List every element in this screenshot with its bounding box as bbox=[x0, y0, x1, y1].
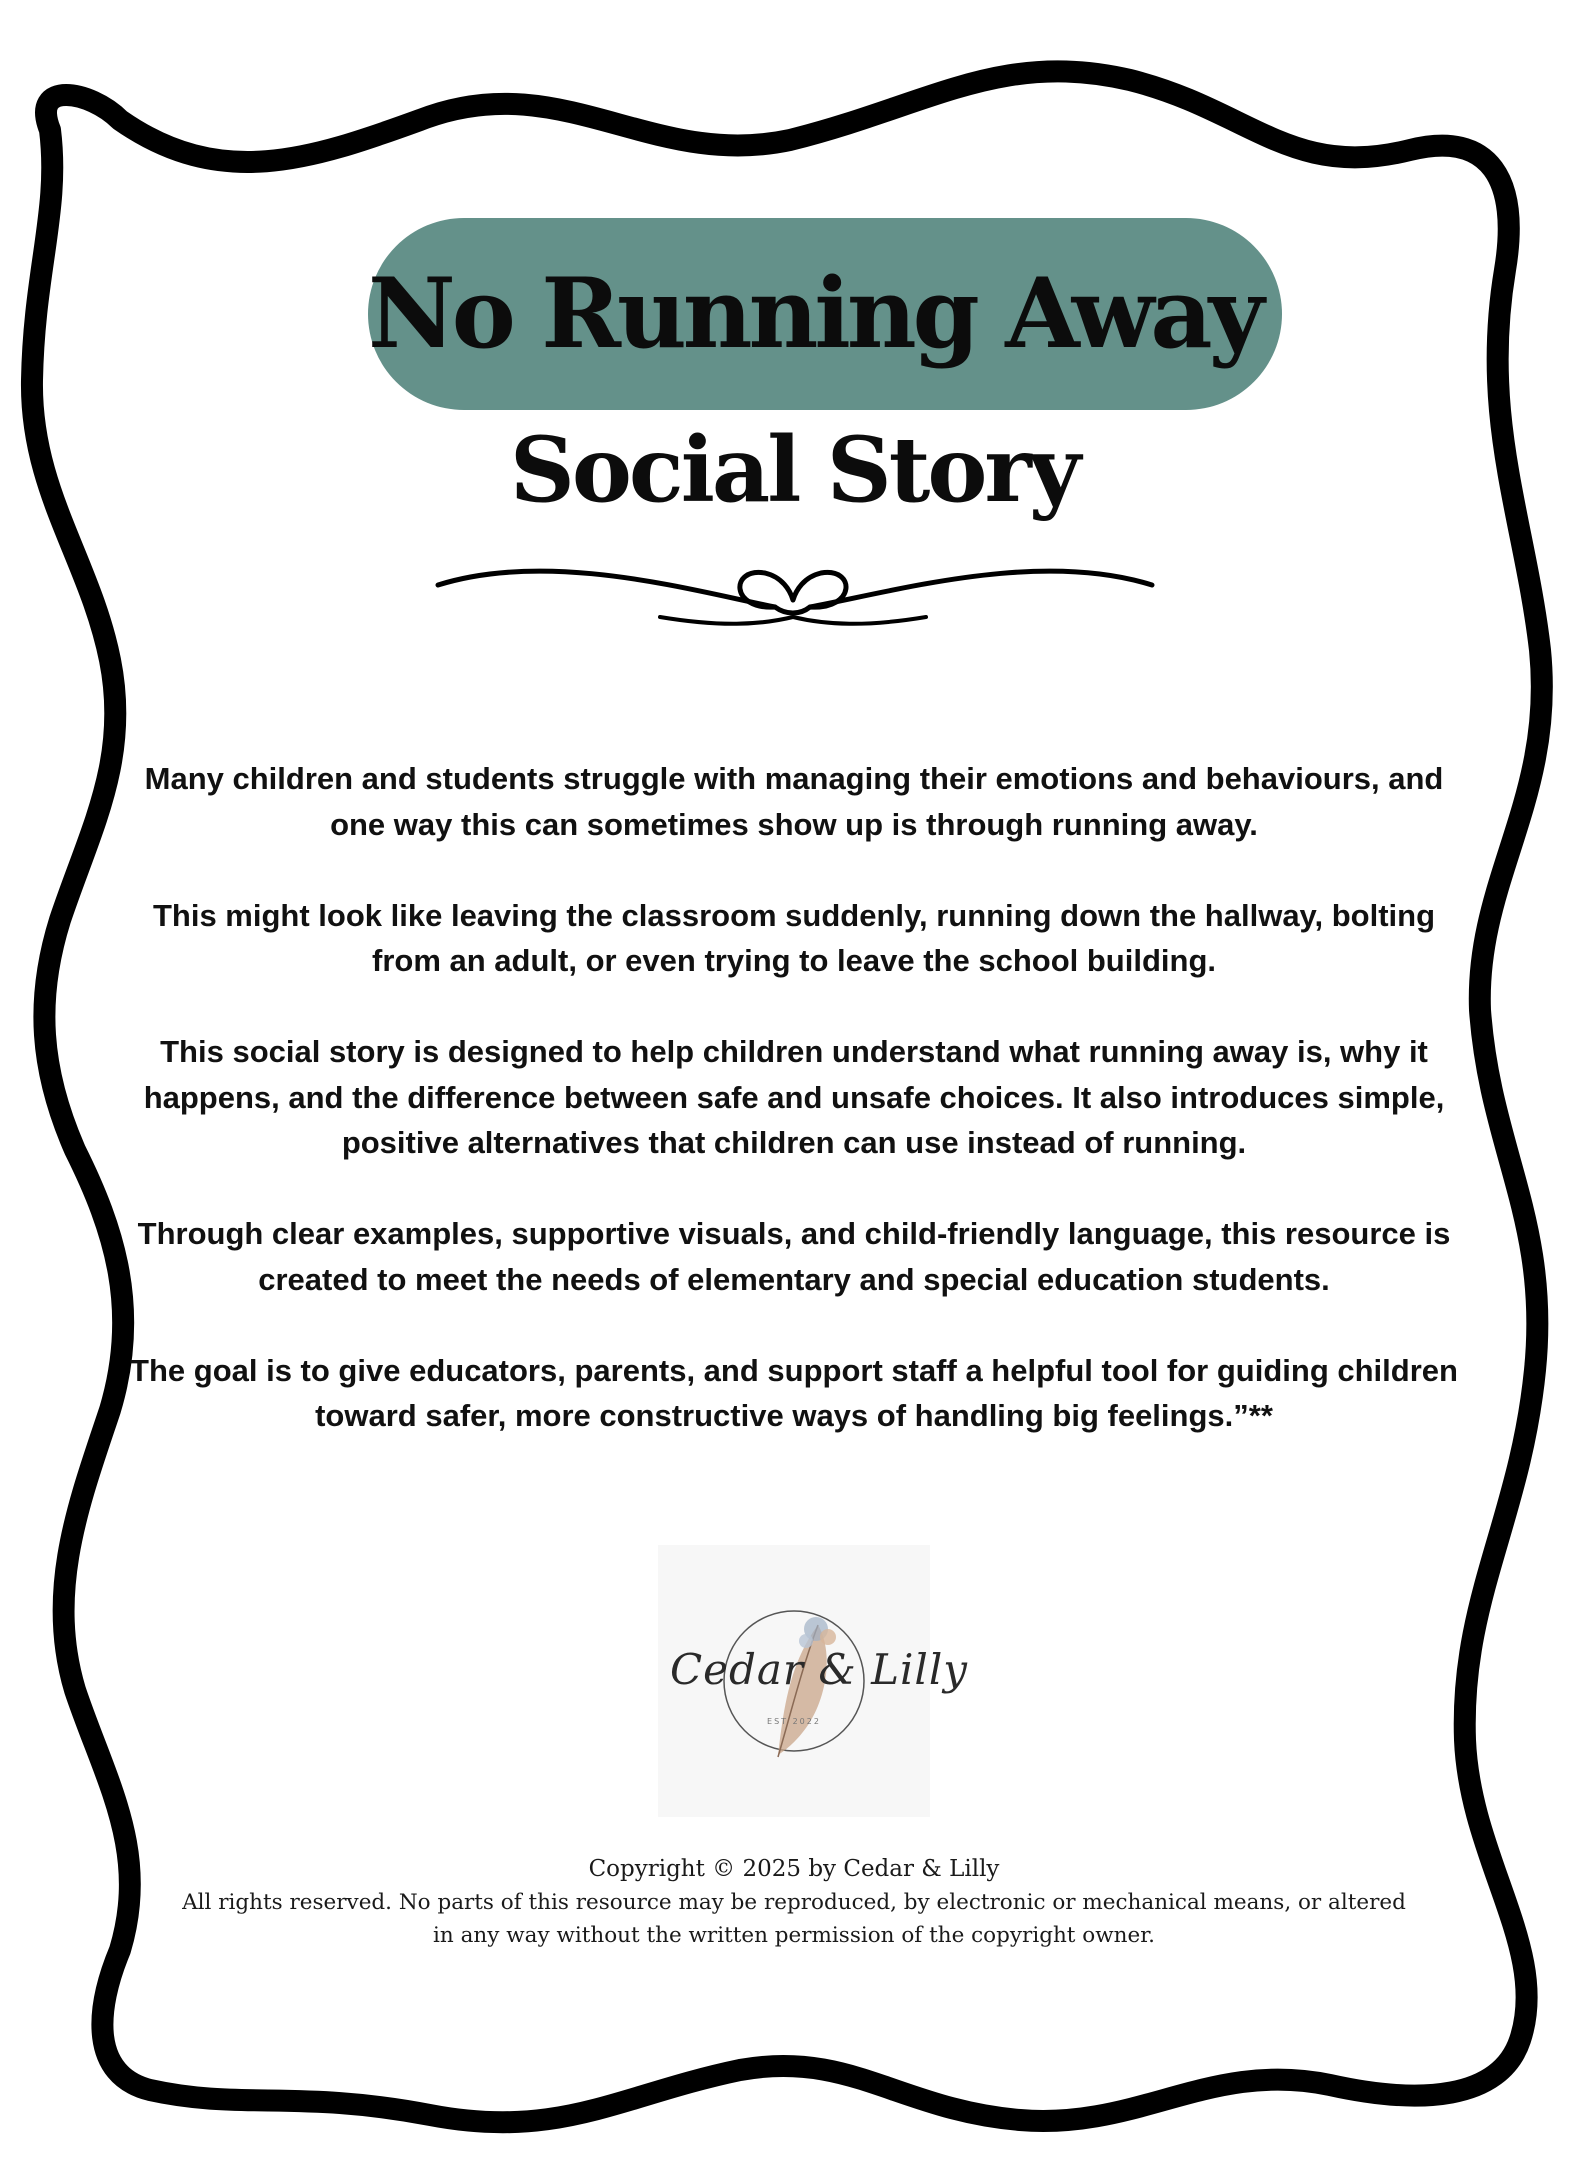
page-title: No Running Away bbox=[368, 257, 1261, 370]
logo-est-year: EST 2022 bbox=[767, 1717, 821, 1726]
flower-cluster bbox=[820, 1629, 836, 1645]
copyright-footer bbox=[170, 1852, 1418, 1952]
page-subtitle: Social Story bbox=[509, 417, 1079, 523]
body-paragraph: The goal is to give educators, parents, and support staff a helpful tool for guiding children toward safer, more constructive ways of handling big feelings.”** bbox=[130, 1352, 1458, 1433]
body-paragraph: Through clear examples, supportive visuals, and child-friendly language, this resource is created to meet the needs of elementary and special education students. bbox=[137, 1216, 1451, 1297]
copyright-line: Copyright © 2025 by Cedar & Lilly bbox=[588, 1856, 1000, 1882]
flourish-left-swash bbox=[438, 571, 775, 607]
flourish-underline bbox=[660, 617, 926, 624]
body-paragraph: This might look like leaving the classroom suddenly, running down the hallway, bolting from an adult, or even trying to leave the school building. bbox=[152, 897, 1436, 978]
flourish-heart-loop bbox=[740, 572, 846, 613]
intro-body bbox=[120, 756, 1468, 1484]
flourish-right-swash bbox=[810, 571, 1152, 607]
brand-logo bbox=[658, 1545, 968, 1817]
body-paragraph: This social story is designed to help children understand what running away is, why it happens, and the difference between safe and unsafe choices. It also introduces simple, positive alternatives that children can use instead of running. bbox=[143, 1034, 1445, 1160]
logo-script-name: Cedar & Lilly bbox=[670, 1645, 968, 1694]
rights-notice: All rights reserved. No parts of this resource may be reproduced, by electronic or mechanical means, or altered in any way without the written permission of the copyright owner. bbox=[182, 1890, 1406, 1948]
heart-flourish-divider bbox=[430, 555, 1160, 635]
body-paragraph: Many children and students struggle with managing their emotions and behaviours, and one way this can sometimes show up is through running away. bbox=[144, 761, 1444, 842]
